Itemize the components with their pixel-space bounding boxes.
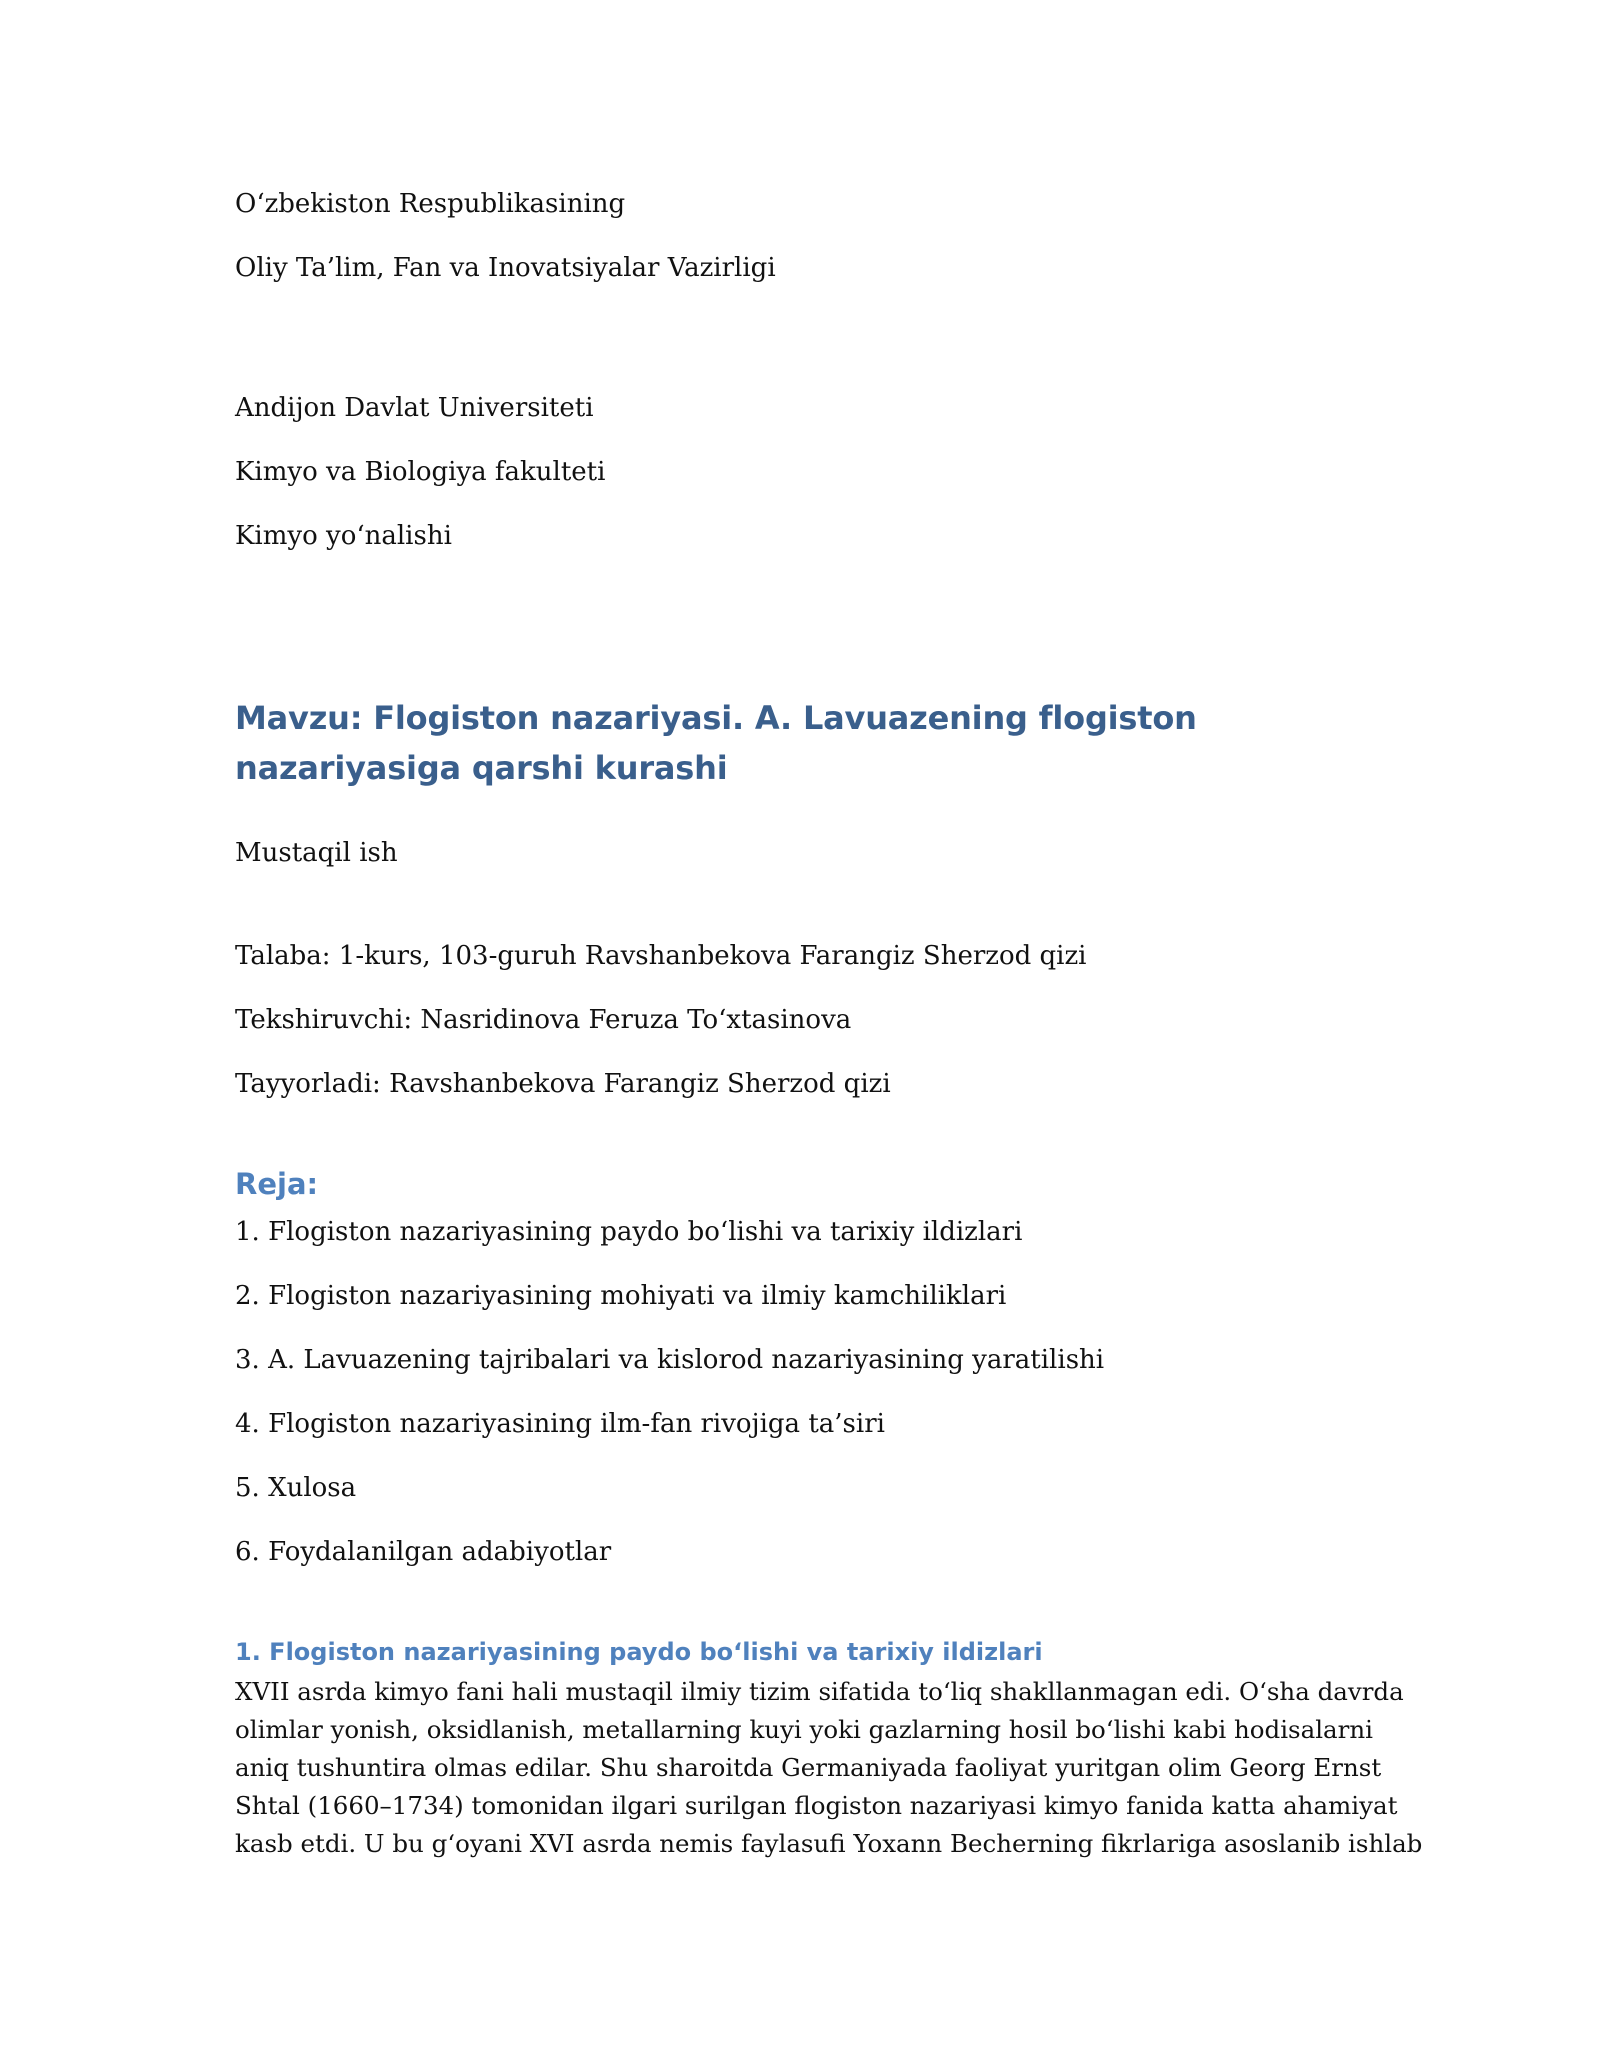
plan-item: 6. Foydalanilgan adabiyotlar: [235, 1537, 612, 1567]
plan-item: 4. Flogiston nazariyasining ilm-fan rivojiga ta’siri: [235, 1409, 885, 1439]
ministry-line-1: O‘zbekiston Respublikasining: [235, 189, 626, 219]
document-title: Mavzu: Flogiston nazariyasi. A. Lavuazening flogiston nazariyasiga qarshi kurashi: [235, 699, 1197, 787]
paragraph-line: XVII asrda kimyo fani hali mustaqil ilmiy tizim sifatida to‘liq shakllanmagan edi. O‘sha davrda: [235, 1677, 1404, 1706]
direction-name: Kimyo yo‘nalishi: [235, 521, 452, 551]
section-1-paragraph: [235, 1673, 1423, 1863]
ministry-line-2: Oliy Ta’lim, Fan va Inovatsiyalar Vazirligi: [235, 253, 776, 283]
section-1-heading: 1. Flogiston nazariyasining paydo bo‘lishi va tarixiy ildizlari: [235, 1638, 1043, 1666]
paragraph-line: olimlar yonish, oksidlanish, metallarning kuyi yoki gazlarning hosil bo‘lishi kabi hodisalarni: [235, 1715, 1373, 1744]
paragraph-line: Shtal (1660–1734) tomonidan ilgari surilgan flogiston nazariyasi kimyo fanida katta ahamiyat: [235, 1791, 1398, 1820]
university-name: Andijon Davlat Universiteti: [235, 393, 594, 423]
plan-heading: Reja:: [235, 1167, 319, 1201]
paragraph-line: kasb etdi. U bu g‘oyani XVI asrda nemis faylasufi Yoxann Becherning fikrlariga asoslanib ishlab: [235, 1829, 1423, 1858]
prepared-by-info: Tayyorladi: Ravshanbekova Farangiz Sherzod qizi: [235, 1069, 891, 1099]
plan-item: 3. A. Lavuazening tajribalari va kislorod nazariyasining yaratilishi: [235, 1345, 1105, 1375]
document-page: [235, 0, 1423, 2070]
student-info: Talaba: 1-kurs, 103-guruh Ravshanbekova Farangiz Sherzod qizi: [235, 941, 1087, 971]
plan-item: 1. Flogiston nazariyasining paydo bo‘lishi va tarixiy ildizlari: [235, 1217, 1023, 1247]
faculty-name: Kimyo va Biologiya fakulteti: [235, 457, 606, 487]
plan-item: 5. Xulosa: [235, 1473, 357, 1503]
paragraph-line: aniq tushuntira olmas edilar. Shu sharoitda Germaniyada faoliyat yuritgan olim Georg Ernst: [235, 1753, 1382, 1782]
reviewer-info: Tekshiruvchi: Nasridinova Feruza To‘xtasinova: [235, 1005, 852, 1035]
work-type: Mustaqil ish: [235, 838, 398, 868]
plan-item: 2. Flogiston nazariyasining mohiyati va ilmiy kamchiliklari: [235, 1281, 1007, 1311]
